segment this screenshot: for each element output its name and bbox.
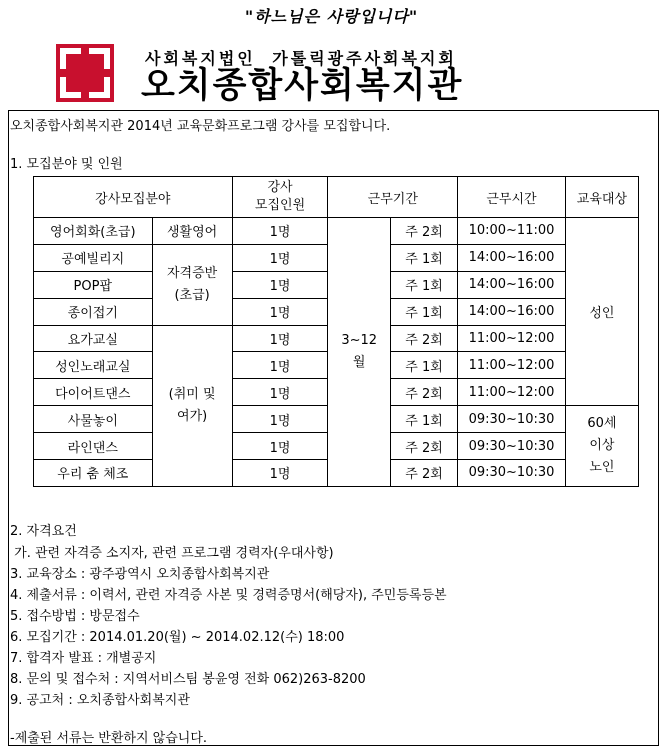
count-cell: 1명 xyxy=(232,352,328,379)
frequency-cell: 주 1회 xyxy=(390,244,457,271)
header-period: 근무기간 xyxy=(328,177,458,218)
item-location: 3. 교육장소 : 광주광역시 오치종합사회복지관 xyxy=(10,567,270,582)
count-cell: 1명 xyxy=(232,379,328,406)
frequency-cell: 주 2회 xyxy=(390,218,457,245)
group-cell: 생활영어 xyxy=(152,218,232,245)
cross-logo-icon xyxy=(56,44,114,102)
time-cell: 09:30~10:30 xyxy=(458,433,566,460)
frequency-cell: 주 2회 xyxy=(390,460,457,487)
item-contact: 8. 문의 및 접수처 : 지역서비스팀 봉윤영 전화 062)263-8200 xyxy=(10,672,366,687)
target-cell-senior: 60세 이상 노인 xyxy=(565,406,638,487)
course-cell: 라인댄스 xyxy=(34,433,153,460)
count-cell: 1명 xyxy=(232,460,328,487)
organization-subtitle: 사회복지법인 가톨릭광주사회복지회 xyxy=(145,49,457,68)
group-cell: (취미 및 여가) xyxy=(152,325,232,486)
time-cell: 10:00~11:00 xyxy=(458,218,566,245)
frequency-cell: 주 2회 xyxy=(390,433,457,460)
course-cell: POP팝 xyxy=(34,271,153,298)
header-headcount: 강사 모집인원 xyxy=(232,177,328,218)
note-text: -제출된 서류는 반환하지 않습니다. xyxy=(10,731,208,746)
time-cell: 11:00~12:00 xyxy=(458,379,566,406)
item-qualification-title: 2. 자격요건 xyxy=(10,524,77,539)
frequency-cell: 주 1회 xyxy=(390,352,457,379)
course-cell: 사물놓이 xyxy=(34,406,153,433)
count-cell: 1명 xyxy=(232,433,328,460)
count-cell: 1명 xyxy=(232,406,328,433)
item-documents: 4. 제출서류 : 이력서, 관련 자격증 사본 및 경력증명서(해당자), 주민등록등본 xyxy=(10,588,447,603)
item-period: 6. 모집기간 : 2014.01.20(월) ~ 2014.02.12(수) 18:00 xyxy=(10,630,345,645)
frequency-cell: 주 2회 xyxy=(390,379,457,406)
item-qualification-detail: 가. 관련 자격증 소지자, 관련 프로그램 경력자(우대사항) xyxy=(10,546,334,561)
frequency-cell: 주 1회 xyxy=(390,271,457,298)
header-hours: 근무시간 xyxy=(458,177,566,218)
time-cell: 11:00~12:00 xyxy=(458,325,566,352)
section-title: 1. 모집분야 및 인원 xyxy=(10,157,123,172)
count-cell: 1명 xyxy=(232,325,328,352)
period-cell: 3~12 월 xyxy=(328,218,391,487)
header-field xyxy=(34,177,233,218)
frequency-cell: 주 1회 xyxy=(390,298,457,325)
time-cell: 11:00~12:00 xyxy=(458,352,566,379)
group-cell: 자격증반 (초급) xyxy=(152,244,232,325)
target-cell-adult: 성인 xyxy=(565,218,638,406)
organization-name: 오치종합사회복지관 xyxy=(141,66,464,106)
item-posted-by: 9. 공고처 : 오치종합사회복지관 xyxy=(10,693,190,708)
time-cell: 14:00~16:00 xyxy=(458,244,566,271)
course-cell: 우리 춤 체조 xyxy=(34,460,153,487)
header-field-label: 강사모집분야 xyxy=(95,191,171,207)
time-cell: 09:30~10:30 xyxy=(458,460,566,487)
course-cell: 공예빌리지 xyxy=(34,244,153,271)
count-cell: 1명 xyxy=(232,271,328,298)
recruitment-table xyxy=(33,176,639,487)
course-cell: 영어회화(초급) xyxy=(34,218,153,245)
item-method: 5. 접수방법 : 방문접수 xyxy=(10,609,140,624)
time-cell: 14:00~16:00 xyxy=(458,298,566,325)
frequency-cell: 주 2회 xyxy=(390,325,457,352)
count-cell: 1명 xyxy=(232,298,328,325)
course-cell: 종이접기 xyxy=(34,298,153,325)
header-target: 교육대상 xyxy=(565,177,638,218)
count-cell: 1명 xyxy=(232,218,328,245)
course-cell: 다이어트댄스 xyxy=(34,379,153,406)
count-cell: 1명 xyxy=(232,244,328,271)
motto: "하느님은 사랑입니다" xyxy=(244,7,419,26)
course-cell: 성인노래교실 xyxy=(34,352,153,379)
time-cell: 14:00~16:00 xyxy=(458,271,566,298)
intro-text: 오치종합사회복지관 2014년 교육문화프로그램 강사를 모집합니다. xyxy=(10,119,391,134)
item-announcement: 7. 합격자 발표 : 개별공지 xyxy=(10,651,157,666)
frequency-cell: 주 1회 xyxy=(390,406,457,433)
course-cell: 요가교실 xyxy=(34,325,153,352)
time-cell: 09:30~10:30 xyxy=(458,406,566,433)
